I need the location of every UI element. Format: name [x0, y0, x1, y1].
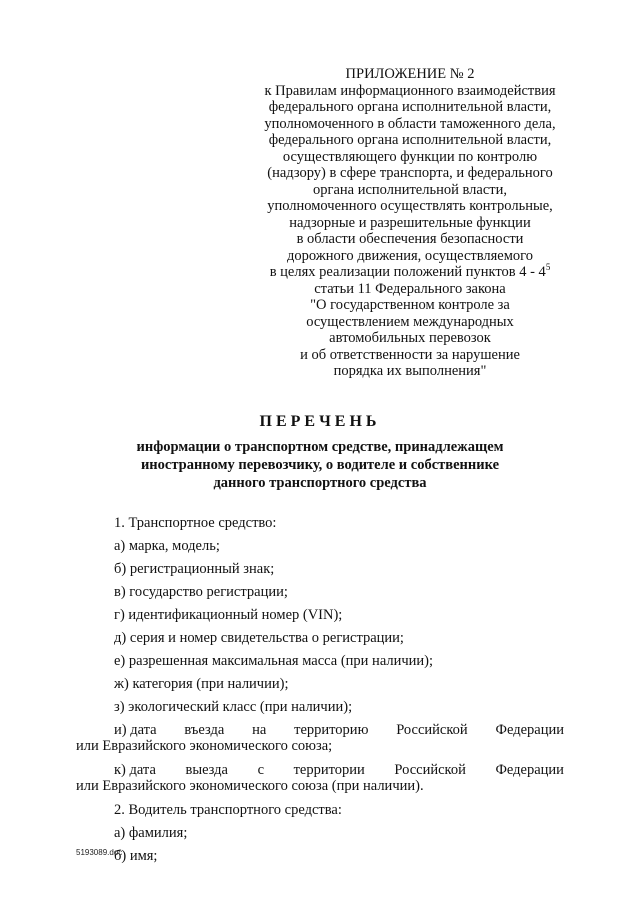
list-item-registration-country: в) государство регистрации; — [114, 584, 288, 600]
appendix-points-superscript: 5 — [545, 262, 551, 273]
document-title: ПЕРЕЧЕНЬ — [259, 413, 381, 430]
appendix-line: органа исполнительной власти, — [313, 181, 507, 198]
appendix-line: автомобильных перевозок — [329, 330, 491, 346]
list-item-entry-date — [76, 719, 564, 753]
word: Федерации — [495, 722, 564, 738]
list-item-exit-date — [76, 759, 564, 793]
list-item-registration-certificate: д) серия и номер свидетельства о регистрации; — [114, 630, 404, 646]
word: Федерации — [495, 762, 564, 778]
continuation-line: или Евразийского экономического союза (при наличии). — [76, 778, 424, 794]
subtitle-line: иностранному перевозчику, о водителе и собственнике — [140, 457, 500, 473]
section-vehicle-heading: 1. Транспортное средство: — [114, 515, 277, 531]
list-item-max-mass: е) разрешенная максимальная масса (при наличии); — [114, 653, 434, 669]
list-item-category: ж) категория (при наличии); — [114, 676, 289, 692]
appendix-line: уполномоченного в области таможенного дела, — [264, 115, 556, 132]
appendix-header — [250, 66, 570, 380]
word: на — [252, 722, 267, 738]
word: территории — [293, 762, 365, 778]
appendix-line: надзорные и разрешительные функции — [289, 214, 531, 231]
word: Российской — [396, 722, 468, 738]
appendix-line: осуществляющего функции по контролю — [282, 148, 538, 165]
appendix-line: федерального органа исполнительной власти, — [268, 99, 552, 115]
document-subtitle — [0, 438, 640, 492]
subtitle-line: данного транспортного средства — [213, 475, 427, 491]
subtitle-line: информации о транспортном средстве, принадлежащем — [136, 439, 504, 455]
list-item-make-model: а) марка, модель; — [114, 538, 220, 554]
list-item-vin: г) идентификационный номер (VIN); — [114, 607, 343, 623]
list-item-surname: а) фамилия; — [114, 825, 188, 841]
word: Российской — [394, 762, 466, 778]
appendix-line: в области обеспечения безопасности — [296, 231, 524, 247]
appendix-line: к Правилам информационного взаимодействия — [264, 82, 556, 99]
appendix-points-line — [250, 264, 570, 281]
list-item-registration-plate: б) регистрационный знак; — [114, 561, 275, 577]
word: к) дата — [114, 762, 156, 778]
appendix-title: ПРИЛОЖЕНИЕ № 2 — [345, 66, 475, 82]
appendix-line: уполномоченного осуществлять контрольные, — [267, 198, 553, 214]
word: въезда — [184, 722, 225, 738]
appendix-line: порядка их выполнения" — [333, 363, 487, 379]
word: территорию — [294, 722, 369, 738]
appendix-line: дорожного движения, осуществляемого — [286, 247, 534, 264]
continuation-line: или Евразийского экономического союза; — [76, 738, 333, 754]
list-item-first-name: б) имя; — [114, 848, 158, 864]
appendix-line: федерального органа исполнительной власти, — [268, 132, 552, 148]
word: выезда — [185, 762, 228, 778]
appendix-line: "О государственном контроле за — [310, 297, 510, 313]
appendix-points-text: в целях реализации положений пунктов 4 - 4 — [269, 264, 546, 280]
list-item-eco-class: з) экологический класс (при наличии); — [114, 699, 353, 715]
information-list — [76, 512, 564, 868]
section-driver-heading: 2. Водитель транспортного средства: — [114, 802, 342, 818]
appendix-line: (надзору) в сфере транспорта, и федерального — [267, 165, 553, 181]
word: и) дата — [114, 722, 157, 738]
appendix-line: осуществлением международных — [306, 313, 514, 330]
word: с — [257, 762, 264, 778]
appendix-line: статьи 11 Федерального закона — [314, 280, 506, 297]
file-name-footer: 5193089.doc — [76, 848, 123, 857]
appendix-line: и об ответственности за нарушение — [300, 346, 520, 363]
